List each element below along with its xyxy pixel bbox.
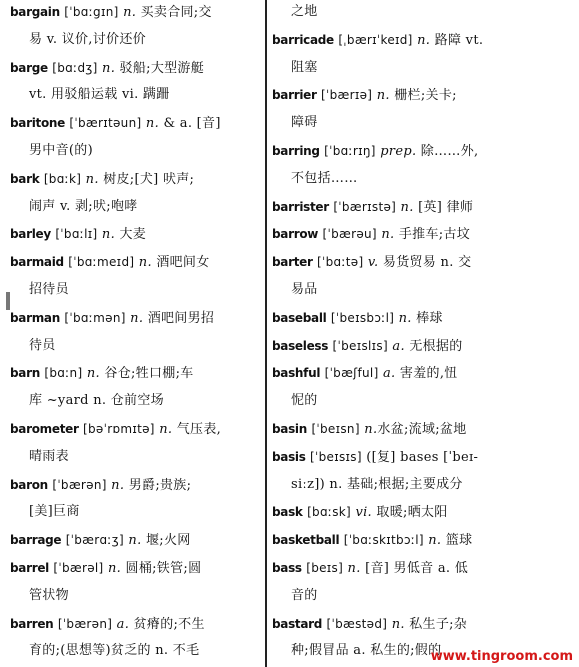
headword: barring xyxy=(272,144,320,158)
pronunciation: [bəˈrɒmɪtə] xyxy=(83,422,155,436)
dictionary-entry xyxy=(272,143,478,160)
dictionary-entry xyxy=(272,504,448,521)
definition-text: [美]巨商 xyxy=(29,504,80,520)
dictionary-entry xyxy=(272,449,478,466)
headword: baritone xyxy=(10,116,65,131)
dictionary-entry xyxy=(272,532,472,549)
part-of-speech: n. xyxy=(111,477,125,493)
dictionary-entry xyxy=(10,365,194,382)
part-of-speech: a. xyxy=(383,366,396,382)
pronunciation: [ˈbeɪsɪs] xyxy=(310,449,362,464)
pronunciation: [beɪs] xyxy=(306,561,344,575)
part-of-speech: n. xyxy=(130,310,144,326)
part-of-speech: n. xyxy=(86,366,100,382)
headword: barge xyxy=(10,60,48,75)
definition-text: 阻塞 xyxy=(291,59,318,75)
part-of-speech: n. xyxy=(391,616,405,632)
dictionary-entry xyxy=(10,226,146,243)
definition-text: 无根据的 xyxy=(404,338,463,354)
headword: barrel xyxy=(10,561,49,575)
part-of-speech: n. xyxy=(138,255,152,271)
definition-text: 私生子;杂 xyxy=(404,616,468,632)
definition-text: 谷仓;牲口棚;车 xyxy=(99,366,194,382)
entry-continuation xyxy=(272,60,318,76)
entry-continuation xyxy=(10,588,69,604)
definition-text: 易 v. 议价,讨价还价 xyxy=(29,31,146,47)
definition-text: [音] 男低音 a. 低 xyxy=(360,561,469,576)
definition-text: 怩的 xyxy=(291,393,318,409)
part-of-speech: n. xyxy=(101,227,116,243)
dictionary-entry xyxy=(272,616,467,633)
pronunciation: [ˈbɑːlɪ] xyxy=(55,227,98,242)
pronunciation: [ˈbærəu] xyxy=(322,227,377,242)
headword: barren xyxy=(10,616,54,631)
column-divider xyxy=(265,0,267,667)
part-of-speech: n. xyxy=(364,422,378,437)
headword: barter xyxy=(272,255,313,270)
pronunciation: [ˈbeɪsn] xyxy=(311,422,360,436)
entry-continuation xyxy=(10,282,69,298)
pronunciation: [ˈbɑːmeɪd] xyxy=(68,255,135,270)
part-of-speech: n. xyxy=(102,60,116,76)
definition-text: 待员 xyxy=(29,337,56,353)
definition-text: 酒吧间男招 xyxy=(143,310,215,326)
headword: barrage xyxy=(10,533,62,548)
entry-continuation xyxy=(272,588,318,604)
definition-text: 不包括…… xyxy=(291,170,358,186)
definition-text: 篮球 xyxy=(441,533,473,549)
headword: basis xyxy=(272,449,306,464)
pronunciation: [bɑːdʒ] xyxy=(52,60,98,75)
definition-text: siːz]) n. 基础;根据;主要成分 xyxy=(291,476,463,492)
pronunciation: [ˈbærən] xyxy=(52,477,107,492)
headword: barmaid xyxy=(10,255,64,270)
entry-continuation xyxy=(272,171,358,187)
pronunciation: [ˈbæʃful] xyxy=(324,366,379,381)
headword: bargain xyxy=(10,5,60,19)
pronunciation: [ˈbɑːgɪn] xyxy=(64,5,119,19)
dictionary-entry xyxy=(10,4,212,21)
definition-text: 易货贸易 n. 交 xyxy=(378,255,472,271)
definition-text: 驳船;大型游艇 xyxy=(115,60,205,76)
definition-text: 栅栏;关卡; xyxy=(389,88,457,104)
headword: bastard xyxy=(272,616,323,631)
dictionary-entry xyxy=(10,532,191,549)
definition-text: 育的;(思想等)贫乏的 n. 不毛 xyxy=(29,643,200,659)
definition-text: 贫瘠的;不生 xyxy=(129,616,205,632)
part-of-speech: n. xyxy=(128,533,142,549)
dictionary-entry xyxy=(10,254,210,271)
pronunciation: [ˈbeɪsbɔːl] xyxy=(330,310,395,325)
part-of-speech: n. xyxy=(145,116,160,132)
part-of-speech: n. xyxy=(381,227,395,243)
pronunciation: [ˌbærɪˈkeɪd] xyxy=(338,32,413,47)
definition-text: 晴雨表 xyxy=(29,448,69,464)
dictionary-entry xyxy=(272,560,468,577)
entry-continuation xyxy=(272,393,318,409)
definition-text: 树皮;[犬] 吠声; xyxy=(98,171,195,187)
definition-text: 库 ~yard n. 仓前空场 xyxy=(29,393,164,409)
dictionary-entry xyxy=(272,310,443,327)
entry-continuation xyxy=(272,643,441,659)
dictionary-entry xyxy=(272,199,473,216)
definition-text: 气压表, xyxy=(172,422,222,437)
headword: bass xyxy=(272,561,302,575)
headword: basin xyxy=(272,422,307,436)
definition-text: ([复] bases [ˈbeɪ- xyxy=(366,449,479,465)
dictionary-entry xyxy=(272,421,467,438)
definition-text: 买卖合同;交 xyxy=(136,5,212,20)
pronunciation: [ˈbæstəd] xyxy=(326,616,388,631)
part-of-speech: n. xyxy=(417,32,431,48)
entry-continuation xyxy=(10,449,69,465)
entry-continuation xyxy=(10,199,138,215)
pronunciation: [ˈbɑːmən] xyxy=(64,310,126,325)
entry-continuation xyxy=(10,87,170,103)
definition-text: 障碍 xyxy=(291,115,318,131)
entry-continuation xyxy=(10,32,146,48)
entry-continuation xyxy=(10,504,80,520)
headword: barometer xyxy=(10,422,79,436)
pronunciation: [ˈbɑːrɪŋ] xyxy=(324,144,376,158)
dictionary-entry xyxy=(10,171,194,188)
dictionary-entry xyxy=(272,338,463,355)
headword: baseless xyxy=(272,338,329,353)
entry-continuation xyxy=(272,115,318,131)
definition-text: 水盆;流域;盆地 xyxy=(377,422,467,437)
definition-text: & a. [音] xyxy=(159,116,221,132)
part-of-speech: prep. xyxy=(380,144,417,159)
definition-text: 取暖;晒太阳 xyxy=(372,505,448,521)
definition-text: 音的 xyxy=(291,587,318,603)
definition-text: 之地 xyxy=(291,4,318,19)
pronunciation: [ˈbærəl] xyxy=(53,561,104,575)
part-of-speech: vi. xyxy=(355,505,372,521)
dictionary-entry xyxy=(272,87,457,104)
headword: barrow xyxy=(272,227,319,242)
pronunciation: [bɑːsk] xyxy=(307,505,352,520)
pronunciation: [ˈbeɪslɪs] xyxy=(332,338,388,353)
entry-continuation xyxy=(272,477,463,493)
definition-text: 路障 vt. xyxy=(430,32,484,48)
dictionary-entry xyxy=(272,32,483,49)
definition-text: 除……外, xyxy=(416,144,479,159)
entry-continuation xyxy=(10,143,93,159)
pronunciation: [ˈbærən] xyxy=(57,616,113,631)
dictionary-entry xyxy=(10,477,191,494)
pronunciation: [ˈbærɪə] xyxy=(321,88,373,103)
definition-text: [英] 律师 xyxy=(413,199,474,215)
definition-text: 男中音(的) xyxy=(29,143,93,158)
pronunciation: [bɑːk] xyxy=(43,171,82,186)
definition-text: 管状物 xyxy=(29,587,69,603)
part-of-speech: n. xyxy=(85,171,99,187)
pronunciation: [ˈbærɪtəun] xyxy=(69,116,142,131)
pronunciation: [bɑːn] xyxy=(44,366,83,381)
pronunciation: [ˈbærɪstə] xyxy=(333,199,397,214)
dictionary-entry xyxy=(10,421,221,438)
dictionary-entry xyxy=(272,226,470,243)
part-of-speech: n. xyxy=(347,561,361,576)
headword: barman xyxy=(10,310,60,325)
definition-text: 害羞的,忸 xyxy=(395,366,458,382)
part-of-speech: n. xyxy=(398,310,412,326)
scan-mark xyxy=(6,292,10,310)
part-of-speech: n. xyxy=(376,88,390,104)
part-of-speech: a. xyxy=(392,338,405,354)
entry-continuation xyxy=(10,338,56,354)
definition-text: 易品 xyxy=(291,282,318,297)
definition-text: 手推车;古坟 xyxy=(394,227,471,243)
dictionary-entry xyxy=(272,365,458,382)
headword: baseball xyxy=(272,310,327,325)
pronunciation: [ˈbærɑːʒ] xyxy=(65,533,124,548)
entry-continuation xyxy=(272,282,318,298)
dictionary-entry xyxy=(10,616,205,633)
dictionary-entry xyxy=(10,310,214,327)
definition-text: 酒吧间女 xyxy=(151,255,210,271)
watermark-link[interactable]: www.tingroom.com xyxy=(430,649,573,664)
definition-text: vt. 用驳船运载 vi. 蹒跚 xyxy=(29,87,170,103)
definition-text: 招待员 xyxy=(29,282,69,297)
part-of-speech: n. xyxy=(159,422,173,437)
part-of-speech: n. xyxy=(428,533,442,549)
part-of-speech: a. xyxy=(116,616,130,632)
headword: barrister xyxy=(272,199,329,214)
definition-text: 棒球 xyxy=(411,310,443,326)
headword: barricade xyxy=(272,32,334,47)
headword: bashful xyxy=(272,366,321,381)
part-of-speech: n. xyxy=(123,5,137,20)
definition-text: 大麦 xyxy=(115,227,147,243)
dictionary-entry xyxy=(10,60,204,77)
definition-text: 圆桶;铁管;圆 xyxy=(121,561,202,576)
dictionary-entry xyxy=(272,254,471,271)
definition-text: 堰;火网 xyxy=(141,533,191,549)
part-of-speech: v. xyxy=(367,255,379,271)
part-of-speech: n. xyxy=(400,199,414,215)
entry-continuation xyxy=(272,4,318,20)
headword: basketball xyxy=(272,533,340,548)
pronunciation: [ˈbɑːtə] xyxy=(317,255,364,270)
headword: barley xyxy=(10,227,51,242)
headword: barrier xyxy=(272,88,317,103)
headword: bask xyxy=(272,505,303,520)
headword: bark xyxy=(10,171,40,186)
part-of-speech: n. xyxy=(107,561,122,576)
pronunciation: [ˈbɑːskɪtbɔːl] xyxy=(343,533,424,548)
headword: barn xyxy=(10,366,40,381)
entry-continuation xyxy=(10,643,199,659)
entry-continuation xyxy=(10,393,164,409)
definition-text: 种;假冒品 a. 私生的;假的 xyxy=(291,643,442,659)
dictionary-entry xyxy=(10,115,221,132)
definition-text: 闹声 v. 剥;吠;咆哮 xyxy=(29,198,138,214)
definition-text: 男爵;贵族; xyxy=(124,477,192,493)
headword: baron xyxy=(10,477,48,492)
dictionary-entry xyxy=(10,560,201,577)
